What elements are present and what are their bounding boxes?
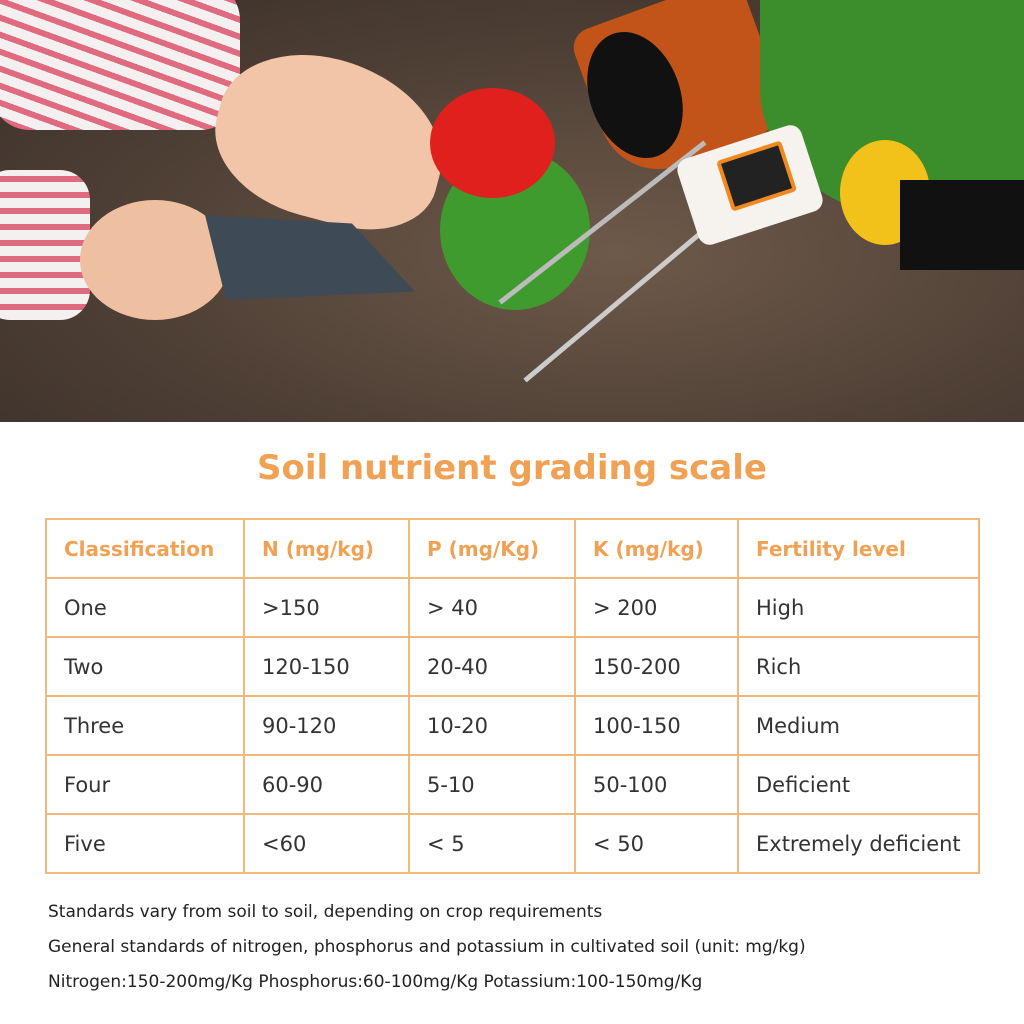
note-3: Nitrogen:150-200mg/Kg Phosphorus:60-100mg/Kg Potassium:100-150mg/Kg <box>48 972 703 992</box>
cell-classification: Three <box>46 696 244 755</box>
nutrient-grading-table <box>45 518 980 874</box>
table-row <box>46 637 979 696</box>
note-2: General standards of nitrogen, phosphorus and potassium in cultivated soil (unit: mg/kg) <box>48 937 806 957</box>
cell-n: 60-90 <box>244 755 409 814</box>
table-row <box>46 814 979 873</box>
cell-p: < 5 <box>409 814 575 873</box>
cell-fertility: Deficient <box>738 755 979 814</box>
cell-p: 20-40 <box>409 637 575 696</box>
garden-photo <box>0 0 1024 422</box>
cell-fertility: High <box>738 578 979 637</box>
cell-n: >150 <box>244 578 409 637</box>
table-row <box>46 696 979 755</box>
cell-fertility: Medium <box>738 696 979 755</box>
cell-n: 90-120 <box>244 696 409 755</box>
soil-meter-screen <box>716 140 797 211</box>
note-1: Standards vary from soil to soil, depending on crop requirements <box>48 902 603 922</box>
cell-n: 120-150 <box>244 637 409 696</box>
cell-fertility: Rich <box>738 637 979 696</box>
cell-fertility: Extremely deficient <box>738 814 979 873</box>
cell-k: 100-150 <box>575 696 738 755</box>
child-arm-sleeve <box>0 170 90 320</box>
header-n: N (mg/kg) <box>244 519 409 578</box>
cell-classification: Four <box>46 755 244 814</box>
page-title: Soil nutrient grading scale <box>257 448 767 488</box>
cell-p: 5-10 <box>409 755 575 814</box>
black-pot <box>900 180 1024 270</box>
header-p: P (mg/Kg) <box>409 519 575 578</box>
cell-k: 150-200 <box>575 637 738 696</box>
cell-classification: Two <box>46 637 244 696</box>
cell-classification: Five <box>46 814 244 873</box>
child-arm-sleeve-top <box>0 0 240 130</box>
cell-classification: One <box>46 578 244 637</box>
cell-k: < 50 <box>575 814 738 873</box>
table-header-row <box>46 519 979 578</box>
cell-p: 10-20 <box>409 696 575 755</box>
header-fertility: Fertility level <box>738 519 979 578</box>
cell-k: 50-100 <box>575 755 738 814</box>
red-flower <box>430 88 555 198</box>
header-classification: Classification <box>46 519 244 578</box>
cell-p: > 40 <box>409 578 575 637</box>
cell-k: > 200 <box>575 578 738 637</box>
header-k: K (mg/kg) <box>575 519 738 578</box>
table-row <box>46 755 979 814</box>
cell-n: <60 <box>244 814 409 873</box>
table-row <box>46 578 979 637</box>
